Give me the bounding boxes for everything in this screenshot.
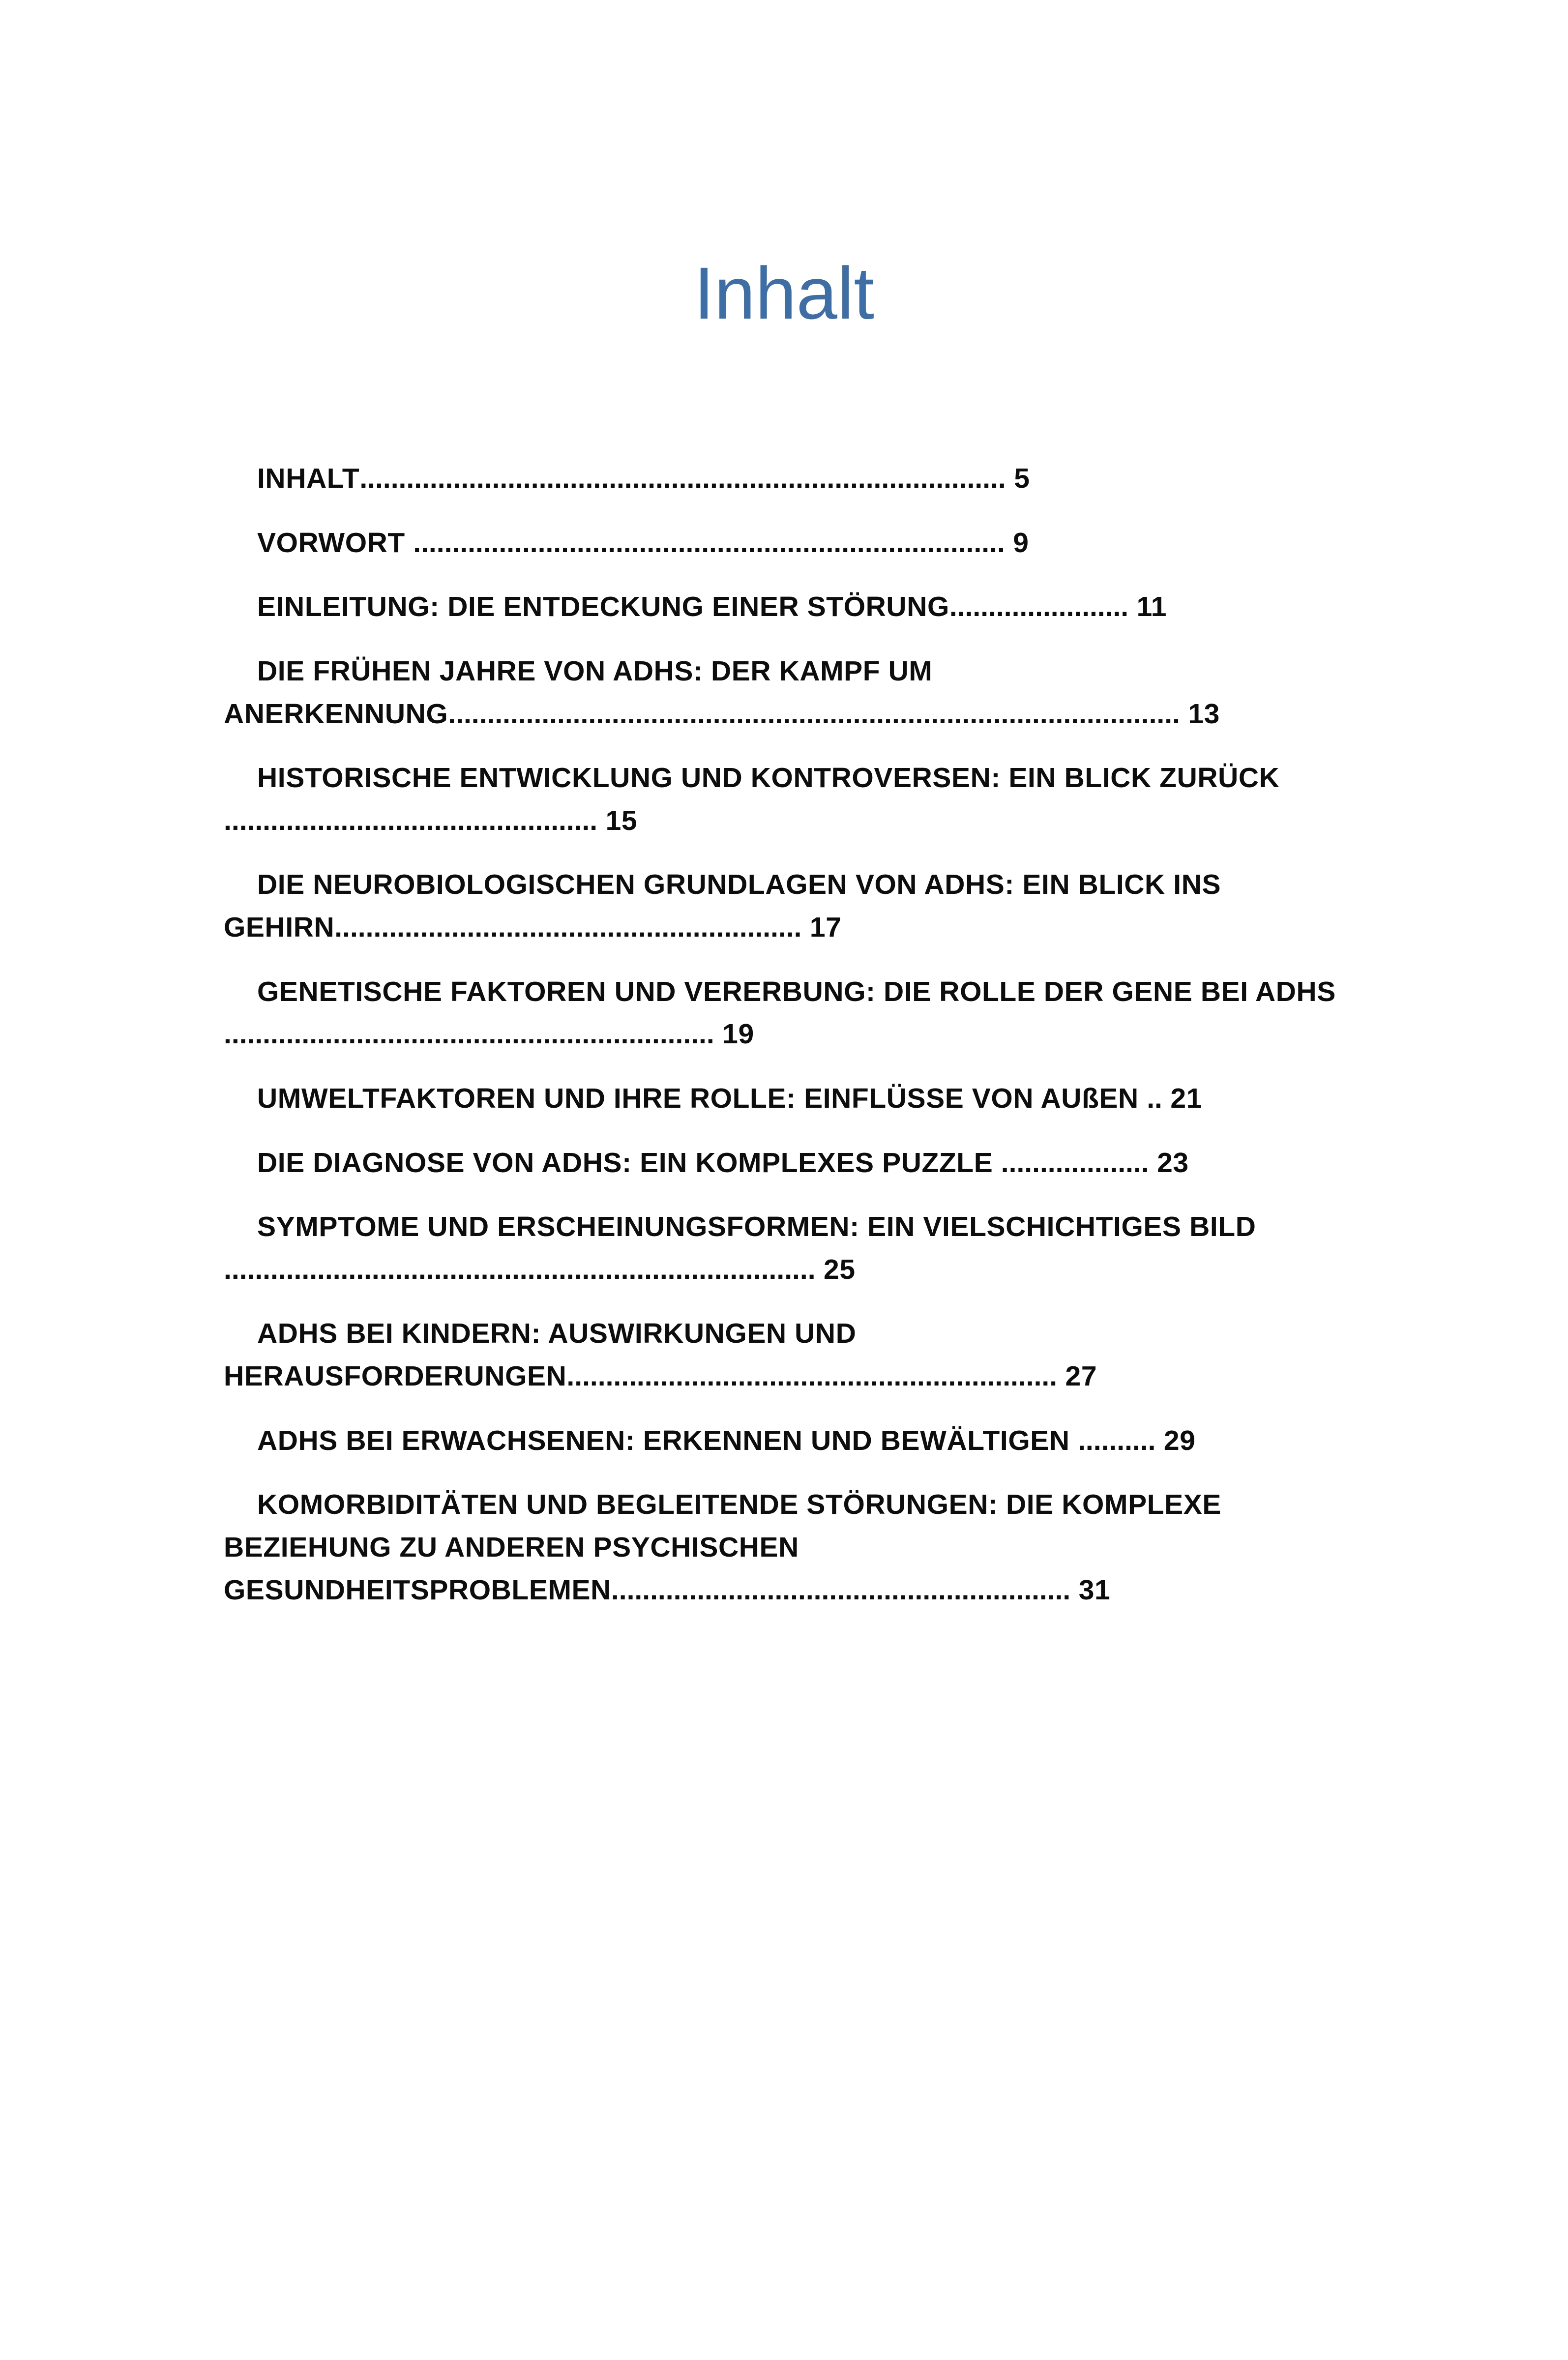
toc-entry-page-number: 15 [597,804,638,836]
toc-entry-label: VORWORT [257,527,405,559]
page-title: Inhalt [694,251,874,334]
toc-entry-page-number: 27 [1057,1360,1097,1392]
toc-entry-leader: ................... [1001,1147,1149,1179]
toc-entry-leader: ............................................................................ [224,1253,816,1285]
toc-entry-label: ADHS BEI ERWACHSENEN: ERKENNEN UND BEWÄLTIGEN [257,1424,1070,1456]
toc-entry-page-number: 11 [1128,591,1167,623]
toc-entry-leader: .......... [1078,1424,1156,1456]
toc-entry[interactable] [224,1142,1377,1184]
toc-entry[interactable] [224,522,1377,564]
toc-entry-page-number: 29 [1155,1424,1196,1456]
toc-entry-label: DIE DIAGNOSE VON ADHS: EIN KOMPLEXES PUZZLE [257,1147,993,1179]
toc-entry-spacer [1070,1425,1078,1456]
toc-entry-label: EINLEITUNG: DIE ENTDECKUNG EINER STÖRUNG [257,591,949,623]
toc-entry-leader: ................................................................................... [359,463,1006,494]
table-of-contents-list [224,457,1377,1633]
toc-entry[interactable] [224,650,1377,735]
toc-entry[interactable] [224,586,1377,628]
toc-entry-label: HISTORISCHE ENTWICKLUNG UND KONTROVERSEN: EIN BLICK ZURÜCK [257,762,1280,794]
toc-entry-label: DIE NEUROBIOLOGISCHEN GRUNDLAGEN VON ADHS: EIN BLICK INS GEHIRN [224,869,1221,943]
toc-entry-spacer [993,1147,1001,1179]
toc-entry-page-number: 13 [1180,698,1220,730]
toc-entry-page-number: 23 [1149,1147,1189,1179]
toc-entry[interactable] [224,863,1377,948]
toc-entry-spacer [1139,1083,1147,1114]
toc-entry-page-number: 19 [714,1018,754,1050]
toc-entry[interactable] [224,1312,1377,1397]
toc-entry-label: SYMPTOME UND ERSCHEINUNGSFORMEN: EIN VIELSCHICHTIGES BILD [257,1211,1256,1243]
toc-entry-page-number: 21 [1162,1082,1202,1114]
toc-entry-page-number: 17 [801,912,842,943]
toc-entry-leader: ............................................................................ [413,527,1005,559]
toc-entry-leader: ............................................................... [566,1360,1058,1392]
toc-entry-page-number: 25 [815,1253,856,1285]
toc-entry-label: KOMORBIDITÄTEN UND BEGLEITENDE STÖRUNGEN: DIE KOMPLEXE BEZIEHUNG ZU ANDEREN PSYCHISCHEN GESUNDHEITSPROBLEMEN [224,1489,1221,1606]
toc-entry-leader: .. [1147,1082,1162,1114]
toc-entry-label: DIE FRÜHEN JAHRE VON ADHS: DER KAMPF UM ANERKENNUNG [224,655,933,730]
toc-entry[interactable] [224,757,1377,842]
toc-entry-leader: ................................................ [224,804,598,836]
toc-entry-label: ADHS BEI KINDERN: AUSWIRKUNGEN UND HERAUSFORDERUNGEN [224,1318,857,1392]
toc-entry[interactable] [224,971,1377,1056]
toc-entry-page-number: 9 [1005,527,1029,559]
toc-entry-label: GENETISCHE FAKTOREN UND VERERBUNG: DIE ROLLE DER GENE BEI ADHS [257,975,1336,1007]
toc-entry-page-number: 5 [1006,463,1030,494]
toc-entry[interactable] [224,1419,1377,1462]
toc-entry[interactable] [224,1077,1377,1120]
toc-entry-leader: .............................................................................................. [448,698,1180,730]
toc-entry-leader: ....................... [949,591,1129,623]
toc-entry-page-number: 31 [1070,1574,1111,1606]
toc-entry-label: UMWELTFAKTOREN UND IHRE ROLLE: EINFLÜSSE VON AUßEN [257,1082,1139,1114]
toc-entry[interactable] [224,457,1377,500]
toc-entry-leader: ........................................................... [611,1574,1071,1606]
toc-entry-leader: ............................................................ [334,912,802,943]
toc-entry[interactable] [224,1206,1377,1291]
toc-entry-label: INHALT [257,463,360,494]
toc-entry[interactable] [224,1483,1377,1611]
toc-entry-leader: ............................................................... [224,1018,714,1050]
toc-entry-spacer [405,527,413,559]
